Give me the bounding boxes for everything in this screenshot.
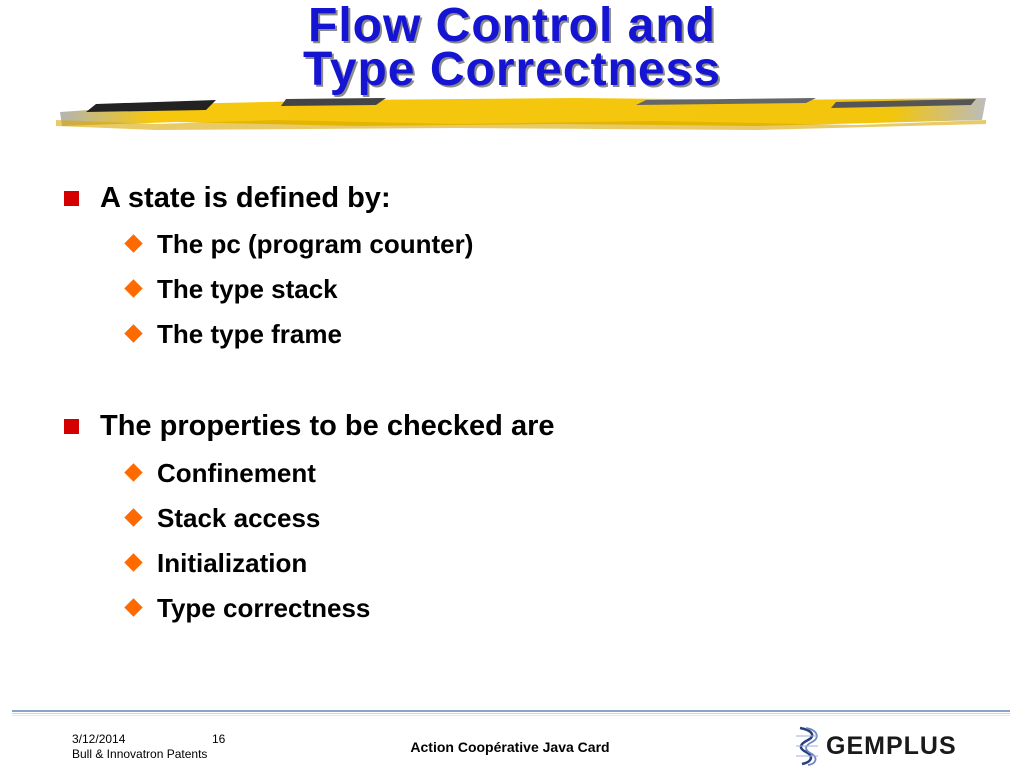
diamond-bullet-icon — [124, 234, 142, 252]
footer-date: 3/12/2014 — [72, 732, 126, 746]
footer-left — [72, 732, 207, 762]
bullet-2 — [100, 410, 554, 443]
diamond-bullet-icon — [124, 598, 142, 616]
sub-bullet-1-1 — [157, 229, 473, 260]
diamond-bullet-icon — [124, 324, 142, 342]
sub-bullet-1-3 — [157, 319, 342, 350]
sub-bullet-text: Type correctness — [157, 593, 371, 623]
footer-divider — [12, 710, 1010, 718]
slide-title-line1: Flow Control and — [308, 0, 716, 52]
gemplus-logo — [790, 726, 980, 766]
title-underline-brush — [56, 90, 986, 138]
diamond-bullet-icon — [124, 279, 142, 297]
gemplus-logo-text: GEMPLUS — [826, 732, 957, 760]
sub-bullet-text: The type frame — [157, 319, 342, 349]
bullet-2-text: The properties to be checked are — [100, 410, 555, 442]
sub-bullet-2-2 — [157, 503, 320, 534]
sub-bullet-1-2 — [157, 274, 338, 305]
footer-title: Action Coopérative Java Card — [410, 739, 610, 755]
gemplus-logo-icon — [792, 726, 822, 766]
footer-org: Bull & Innovatron Patents — [72, 747, 208, 761]
square-bullet-icon — [64, 419, 79, 434]
diamond-bullet-icon — [124, 508, 142, 526]
sub-bullet-2-4 — [157, 593, 370, 624]
sub-bullet-text: The type stack — [157, 274, 338, 304]
square-bullet-icon — [64, 191, 79, 206]
slide-title — [0, 0, 1024, 96]
sub-bullet-text: Confinement — [157, 458, 316, 488]
bullet-1 — [100, 182, 391, 215]
sub-bullet-text: Initialization — [157, 548, 308, 578]
footer-page-number: 16 — [212, 732, 226, 746]
diamond-bullet-icon — [124, 553, 142, 571]
sub-bullet-2-3 — [157, 548, 307, 579]
sub-bullet-2-1 — [157, 458, 316, 489]
slide-title-line2: Type Correctness — [303, 43, 721, 96]
sub-bullet-text: The pc (program counter) — [157, 229, 474, 259]
diamond-bullet-icon — [124, 463, 142, 481]
sub-bullet-text: Stack access — [157, 503, 321, 533]
bullet-1-text: A state is defined by: — [100, 182, 391, 214]
